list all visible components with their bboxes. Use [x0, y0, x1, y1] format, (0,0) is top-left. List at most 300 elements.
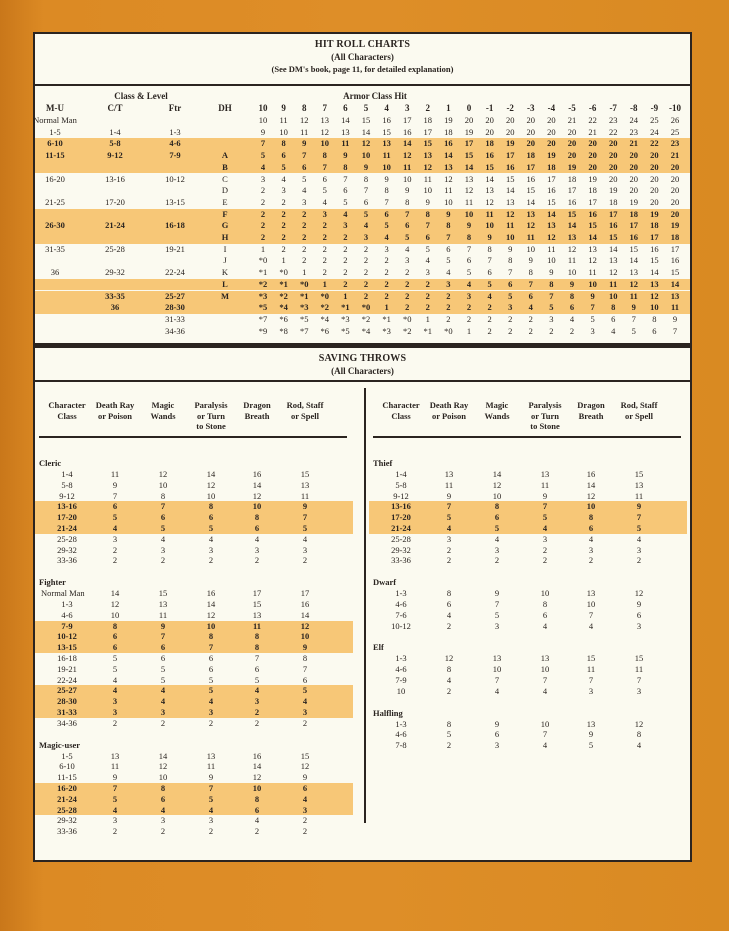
- roll-needed: 11: [629, 290, 638, 301]
- save-value: 2: [542, 544, 548, 555]
- save-value: 4: [542, 740, 548, 751]
- save-value: 8: [588, 512, 594, 523]
- ftr-level: 19-21: [165, 243, 185, 254]
- roll-needed: 11: [464, 196, 474, 207]
- roll-needed: 1: [384, 302, 389, 313]
- roll-needed: 20: [567, 126, 577, 137]
- saving-throw-row: [35, 480, 353, 491]
- roll-needed: 6: [446, 243, 451, 254]
- level-range: 13-16: [57, 501, 77, 512]
- roll-needed: 11: [444, 185, 453, 196]
- save-value: 6: [112, 631, 118, 642]
- roll-needed: 15: [382, 126, 391, 137]
- roll-needed: 7: [446, 232, 451, 242]
- roll-needed: 8: [384, 185, 389, 196]
- save-value: 6: [446, 599, 452, 609]
- save-value: 12: [634, 588, 644, 599]
- saving-throw-row: [369, 740, 687, 751]
- roll-needed: 14: [526, 196, 536, 207]
- roll-needed: 9: [302, 138, 307, 149]
- roll-needed: 20: [670, 173, 680, 184]
- roll-needed: 17: [547, 173, 556, 184]
- save-value: 8: [160, 490, 166, 501]
- save-value: 6: [208, 512, 214, 523]
- save-value: 10: [492, 490, 502, 501]
- level-range: 5-8: [61, 479, 73, 490]
- column-header: 7: [322, 103, 328, 113]
- saving-throw-row: [369, 545, 687, 556]
- save-value: 5: [208, 685, 214, 696]
- save-value: 13: [252, 609, 262, 620]
- roll-needed: 13: [629, 267, 639, 278]
- save-value: 9: [208, 772, 214, 783]
- saving-throw-row: [369, 653, 687, 664]
- roll-needed: 7: [631, 313, 636, 324]
- level-range: 6-10: [59, 761, 75, 772]
- roll-needed: 1: [302, 267, 307, 278]
- roll-needed: 15: [505, 173, 515, 184]
- roll-needed: 9: [549, 267, 554, 278]
- saving-throws-subtitle: (All Characters): [331, 366, 394, 376]
- roll-needed: 23: [670, 138, 680, 149]
- saving-throw-row: [35, 491, 353, 502]
- save-value: 5: [112, 663, 118, 674]
- roll-needed: 2: [302, 208, 307, 219]
- save-value: 2: [446, 555, 452, 566]
- roll-needed: 7: [549, 290, 554, 301]
- roll-needed: 2: [281, 196, 286, 207]
- save-value: 4: [208, 804, 214, 815]
- roll-needed: 2: [343, 267, 348, 278]
- roll-needed: 7: [672, 325, 678, 336]
- class-level-heading: Class & Level: [114, 91, 168, 101]
- roll-needed: *7: [258, 313, 268, 324]
- hit-roll-row: [35, 314, 690, 326]
- roll-needed: 7: [322, 161, 327, 172]
- save-value: 11: [634, 664, 644, 675]
- roll-needed: 4: [466, 278, 472, 289]
- save-value: 9: [636, 501, 642, 512]
- save-value: 14: [252, 479, 262, 490]
- save-value: 9: [636, 599, 642, 609]
- save-value: 10: [206, 490, 216, 501]
- save-value: 8: [160, 783, 166, 793]
- roll-needed: 13: [485, 185, 494, 196]
- save-value: 4: [160, 696, 166, 707]
- roll-needed: 13: [608, 255, 618, 266]
- save-value: 6: [112, 642, 118, 653]
- roll-needed: *6: [279, 313, 288, 324]
- save-value: 4: [494, 533, 500, 544]
- roll-needed: 2: [281, 232, 286, 242]
- save-value: 9: [446, 490, 452, 501]
- roll-needed: 11: [279, 115, 288, 125]
- hit-roll-panel: [33, 32, 692, 346]
- roll-needed: 16: [650, 243, 659, 254]
- roll-needed: 9: [384, 173, 389, 184]
- dh-level: B: [222, 161, 228, 172]
- ct-level: 25-28: [105, 243, 125, 254]
- roll-needed: 17: [670, 243, 680, 254]
- roll-needed: 4: [446, 267, 451, 278]
- ftr-level: 34-36: [165, 325, 185, 336]
- roll-needed: 19: [547, 150, 556, 161]
- save-value: 6: [254, 523, 260, 533]
- roll-needed: 10: [567, 267, 577, 278]
- save-value: 5: [254, 674, 260, 685]
- dh-level: E: [222, 196, 228, 207]
- roll-needed: 20: [629, 185, 639, 196]
- roll-needed: 8: [322, 150, 327, 161]
- save-value: 13: [634, 479, 644, 490]
- dh-level: K: [221, 267, 229, 278]
- save-value: 9: [160, 620, 166, 631]
- roll-needed: 20: [629, 173, 639, 184]
- save-value: 2: [112, 717, 118, 728]
- hit-roll-row: [35, 197, 690, 209]
- roll-needed: 3: [405, 255, 410, 266]
- roll-needed: 18: [650, 220, 659, 231]
- hit-roll-row: [35, 138, 690, 150]
- roll-needed: 12: [547, 232, 556, 242]
- save-value: 4: [254, 533, 260, 544]
- mu-level: 6-10: [47, 138, 63, 149]
- hit-roll-title: HIT ROLL CHARTS: [314, 39, 411, 50]
- roll-needed: 13: [382, 138, 391, 149]
- roll-needed: 4: [363, 220, 369, 231]
- roll-needed: 2: [260, 196, 266, 207]
- roll-needed: 4: [302, 185, 307, 196]
- roll-needed: 11: [547, 243, 556, 254]
- save-value: 14: [110, 588, 120, 599]
- roll-needed: 13: [505, 196, 515, 207]
- roll-needed: 10: [588, 278, 597, 289]
- saving-throws-header: [35, 400, 353, 452]
- roll-needed: 3: [343, 220, 348, 231]
- roll-needed: 8: [569, 290, 575, 301]
- save-value: 11: [634, 490, 644, 501]
- roll-needed: 4: [405, 243, 410, 254]
- roll-needed: 19: [650, 208, 659, 219]
- roll-needed: 6: [363, 196, 369, 207]
- save-value: 2: [208, 555, 214, 566]
- save-value: 10: [586, 501, 596, 512]
- roll-needed: 15: [423, 138, 433, 149]
- saving-throw-row: [369, 512, 687, 523]
- save-value: 11: [110, 761, 120, 772]
- ftr-level: 22-24: [165, 267, 185, 278]
- dh-level: I: [223, 243, 227, 254]
- roll-needed: 13: [670, 290, 680, 301]
- ct-level: 33-35: [105, 290, 125, 301]
- save-value: 2: [112, 555, 118, 566]
- roll-needed: 9: [569, 278, 575, 289]
- roll-needed: 8: [487, 243, 492, 254]
- roll-needed: 13: [526, 208, 536, 219]
- save-value: 2: [160, 555, 166, 566]
- hit-roll-row: [35, 174, 690, 186]
- save-value: 10: [586, 599, 596, 609]
- level-range: 34-36: [57, 717, 77, 728]
- roll-needed: *5: [258, 302, 268, 313]
- save-value: 4: [254, 685, 260, 696]
- level-range: 21-24: [391, 523, 411, 533]
- save-value: 16: [252, 469, 262, 479]
- saving-throw-row: [369, 729, 687, 740]
- roll-needed: 3: [384, 243, 389, 254]
- ct-level: 36: [110, 302, 120, 313]
- save-value: 12: [634, 718, 644, 729]
- roll-needed: 10: [526, 243, 536, 254]
- saving-throw-column-header: Paralysis or Turn to Stone: [528, 400, 562, 431]
- roll-needed: 17: [402, 115, 412, 125]
- hit-roll-row: [35, 279, 690, 291]
- saving-throw-row: [35, 718, 353, 729]
- save-value: 8: [254, 642, 260, 653]
- roll-needed: 16: [444, 138, 453, 149]
- level-range: 29-32: [57, 815, 77, 826]
- roll-needed: 18: [547, 161, 556, 172]
- save-value: 7: [208, 642, 214, 653]
- roll-needed: 4: [569, 313, 575, 324]
- roll-needed: 7: [590, 302, 595, 313]
- save-value: 16: [206, 588, 216, 599]
- mu-level: 26-30: [45, 220, 65, 231]
- roll-needed: 5: [322, 185, 327, 196]
- roll-needed: 4: [425, 255, 430, 266]
- class-group-heading: Elf: [373, 642, 384, 653]
- save-value: 8: [254, 793, 260, 804]
- saving-throw-row: [369, 719, 687, 730]
- save-value: 7: [542, 675, 548, 685]
- level-range: 31-33: [57, 707, 77, 717]
- roll-needed: 2: [425, 290, 430, 301]
- roll-needed: *0: [402, 313, 412, 324]
- level-range: 7-9: [395, 675, 407, 685]
- level-range: 1-3: [61, 599, 73, 609]
- roll-needed: 20: [670, 196, 680, 207]
- save-value: 3: [588, 685, 594, 696]
- save-value: 4: [446, 675, 452, 685]
- save-value: 4: [208, 533, 214, 544]
- save-value: 10: [110, 609, 120, 620]
- save-value: 2: [160, 826, 166, 837]
- save-value: 5: [494, 609, 500, 620]
- save-value: 10: [492, 664, 502, 675]
- save-value: 3: [254, 696, 260, 707]
- save-value: 3: [542, 533, 548, 544]
- hit-roll-row: [35, 302, 690, 314]
- saving-throw-row: [369, 686, 687, 697]
- hit-roll-row: [35, 162, 690, 174]
- save-value: 6: [254, 804, 260, 815]
- roll-needed: 15: [629, 243, 639, 254]
- roll-needed: 8: [363, 173, 369, 184]
- saving-throw-row: [35, 610, 353, 621]
- hit-roll-row: [35, 185, 690, 197]
- save-value: 15: [158, 588, 168, 599]
- column-header: DH: [218, 103, 232, 113]
- roll-needed: 11: [609, 278, 618, 289]
- save-value: 7: [302, 663, 308, 674]
- roll-needed: 23: [629, 126, 639, 137]
- roll-needed: 10: [361, 150, 371, 161]
- roll-needed: 18: [526, 150, 536, 161]
- saving-throw-row: [369, 501, 687, 512]
- roll-needed: 18: [629, 208, 639, 219]
- level-range: 33-36: [57, 555, 77, 566]
- save-value: 8: [542, 599, 548, 609]
- save-value: 3: [636, 685, 642, 696]
- saving-throw-row: [35, 501, 353, 512]
- level-range: 10-12: [391, 620, 411, 631]
- save-value: 4: [636, 740, 642, 751]
- save-value: 12: [206, 609, 216, 620]
- roll-needed: 4: [343, 208, 348, 219]
- save-value: 8: [254, 512, 260, 523]
- hit-roll-row: [35, 209, 690, 221]
- level-range: 13-16: [391, 501, 411, 512]
- roll-needed: 11: [423, 173, 432, 184]
- roll-needed: 5: [549, 302, 554, 313]
- save-value: 6: [636, 609, 642, 620]
- roll-needed: 24: [650, 126, 659, 137]
- save-value: 2: [254, 717, 260, 728]
- saving-throw-column-header: Death Ray or Poison: [95, 400, 135, 421]
- roll-needed: *1: [341, 302, 350, 313]
- roll-needed: 2: [487, 313, 492, 324]
- save-value: 3: [112, 696, 118, 707]
- ct-level: 17-20: [105, 196, 125, 207]
- save-value: 8: [636, 729, 642, 740]
- roll-needed: 7: [405, 208, 410, 219]
- ct-level: 9-12: [107, 150, 123, 161]
- save-value: 13: [586, 718, 596, 729]
- column-header: -9: [650, 103, 659, 113]
- save-value: 3: [254, 544, 260, 555]
- roll-needed: 2: [508, 313, 513, 324]
- hit-roll-header-row: [35, 103, 690, 115]
- mu-level: 31-35: [45, 243, 65, 254]
- roll-needed: 2: [425, 278, 430, 289]
- save-value: 15: [300, 750, 310, 761]
- roll-needed: 14: [588, 232, 597, 242]
- roll-needed: *5: [299, 313, 309, 324]
- roll-needed: 4: [528, 302, 533, 313]
- dh-level: L: [222, 278, 228, 289]
- roll-needed: 9: [260, 126, 266, 137]
- armor-class-heading: Armor Class Hit: [343, 91, 407, 101]
- ftr-level: 16-18: [165, 220, 185, 231]
- roll-needed: 12: [299, 115, 309, 125]
- save-value: 2: [254, 707, 260, 717]
- saving-throw-row: [35, 794, 353, 805]
- roll-needed: 20: [547, 138, 556, 149]
- ct-level: 13-16: [105, 173, 125, 184]
- saving-throw-row: [35, 555, 353, 566]
- roll-needed: *2: [279, 290, 288, 301]
- save-value: 10: [540, 718, 550, 729]
- roll-needed: 10: [382, 161, 391, 172]
- roll-needed: 20: [608, 161, 618, 172]
- save-value: 11: [158, 609, 168, 620]
- save-value: 3: [636, 620, 642, 631]
- roll-needed: 20: [670, 185, 680, 196]
- roll-needed: *2: [361, 313, 371, 324]
- roll-needed: 12: [588, 255, 597, 266]
- roll-needed: 2: [405, 290, 410, 301]
- roll-needed: 12: [423, 161, 433, 172]
- save-value: 2: [208, 717, 214, 728]
- roll-needed: 5: [384, 220, 389, 231]
- roll-needed: 17: [650, 232, 659, 242]
- mu-level: 11-15: [45, 150, 65, 161]
- roll-needed: 11: [670, 302, 680, 313]
- roll-needed: 9: [425, 196, 430, 207]
- column-divider: [364, 388, 366, 823]
- save-value: 2: [254, 826, 260, 837]
- roll-needed: 2: [466, 313, 472, 324]
- roll-needed: 19: [444, 115, 453, 125]
- roll-needed: 15: [588, 220, 597, 231]
- roll-needed: 2: [569, 325, 575, 336]
- saving-throw-row: [369, 675, 687, 686]
- roll-needed: 2: [487, 325, 492, 336]
- save-value: 9: [302, 642, 308, 653]
- level-range: 29-32: [57, 544, 77, 555]
- level-range: 33-36: [391, 555, 411, 566]
- saving-throw-row: [369, 469, 687, 480]
- roll-needed: *0: [361, 302, 371, 313]
- ftr-level: 13-15: [165, 196, 185, 207]
- save-value: 2: [446, 740, 452, 751]
- roll-needed: 2: [322, 220, 327, 231]
- roll-needed: *9: [258, 325, 268, 336]
- save-value: 13: [492, 653, 502, 664]
- save-value: 4: [160, 685, 166, 696]
- roll-needed: 9: [363, 161, 369, 172]
- save-value: 4: [542, 685, 548, 696]
- hit-roll-note: (See DM's book, page 11, for detailed explanation): [271, 64, 454, 74]
- saving-throw-row: [35, 707, 353, 718]
- saving-throw-row: [35, 545, 353, 556]
- saving-throw-row: [369, 534, 687, 545]
- roll-needed: 6: [281, 150, 286, 161]
- level-range: 21-24: [57, 523, 77, 533]
- roll-needed: 25: [670, 126, 680, 137]
- roll-needed: 10: [547, 255, 556, 266]
- roll-needed: *7: [299, 325, 309, 336]
- save-value: 3: [160, 707, 166, 717]
- roll-needed: 3: [302, 196, 307, 207]
- save-value: 5: [160, 523, 166, 533]
- roll-needed: 14: [670, 278, 680, 289]
- ftr-level: 1-3: [169, 126, 181, 137]
- roll-needed: 9: [508, 243, 513, 254]
- save-value: 2: [494, 555, 500, 566]
- roll-needed: 1: [425, 313, 430, 324]
- roll-needed: 2: [384, 267, 389, 278]
- roll-needed: 12: [608, 267, 618, 278]
- saving-throw-column-header: Character Class: [382, 400, 420, 421]
- hit-roll-row: [35, 267, 690, 279]
- save-value: 11: [540, 479, 550, 490]
- save-value: 6: [588, 523, 594, 533]
- ct-level: 5-8: [109, 138, 121, 149]
- roll-needed: 17: [629, 220, 639, 231]
- roll-needed: 10: [505, 232, 515, 242]
- hit-roll-row: [35, 220, 690, 232]
